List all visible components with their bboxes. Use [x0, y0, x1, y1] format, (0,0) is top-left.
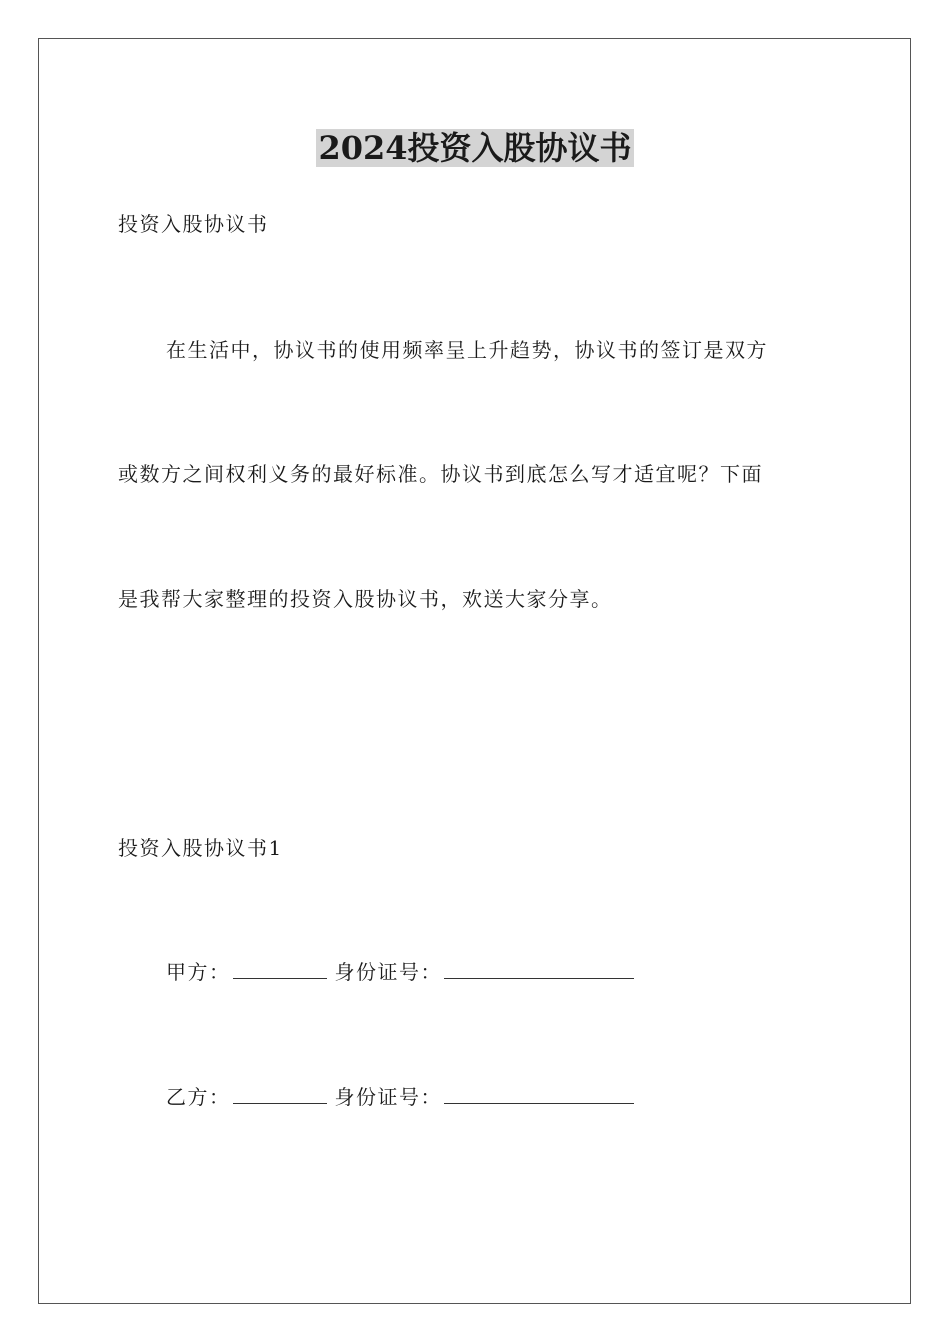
party-b-id-blank[interactable] — [444, 1085, 634, 1104]
party-a-name-blank[interactable] — [233, 960, 327, 979]
party-a-label: 甲方： — [166, 960, 231, 984]
party-a-id-blank[interactable] — [444, 960, 634, 979]
party-a-id-label: 身份证号： — [334, 960, 442, 984]
intro-line-2: 或数方之间权利义务的最好标准。协议书到底怎么写才适宜呢？下面 — [118, 462, 763, 486]
party-b-name-blank[interactable] — [233, 1085, 327, 1104]
section-heading: 投资入股协议书1 — [118, 836, 283, 860]
intro-line-1: 在生活中，协议书的使用频率呈上升趋势，协议书的签订是双方 — [166, 338, 768, 362]
party-b-id-label: 身份证号： — [334, 1085, 442, 1109]
party-b-row — [166, 1083, 642, 1111]
party-b-label: 乙方： — [166, 1085, 231, 1109]
document-title-text: 2024投资入股协议书 — [318, 129, 632, 167]
document-title — [0, 126, 950, 170]
party-a-row — [166, 958, 642, 986]
intro-line-3: 是我帮大家整理的投资入股协议书，欢送大家分享。 — [118, 587, 613, 611]
document-subtitle: 投资入股协议书 — [118, 212, 269, 236]
